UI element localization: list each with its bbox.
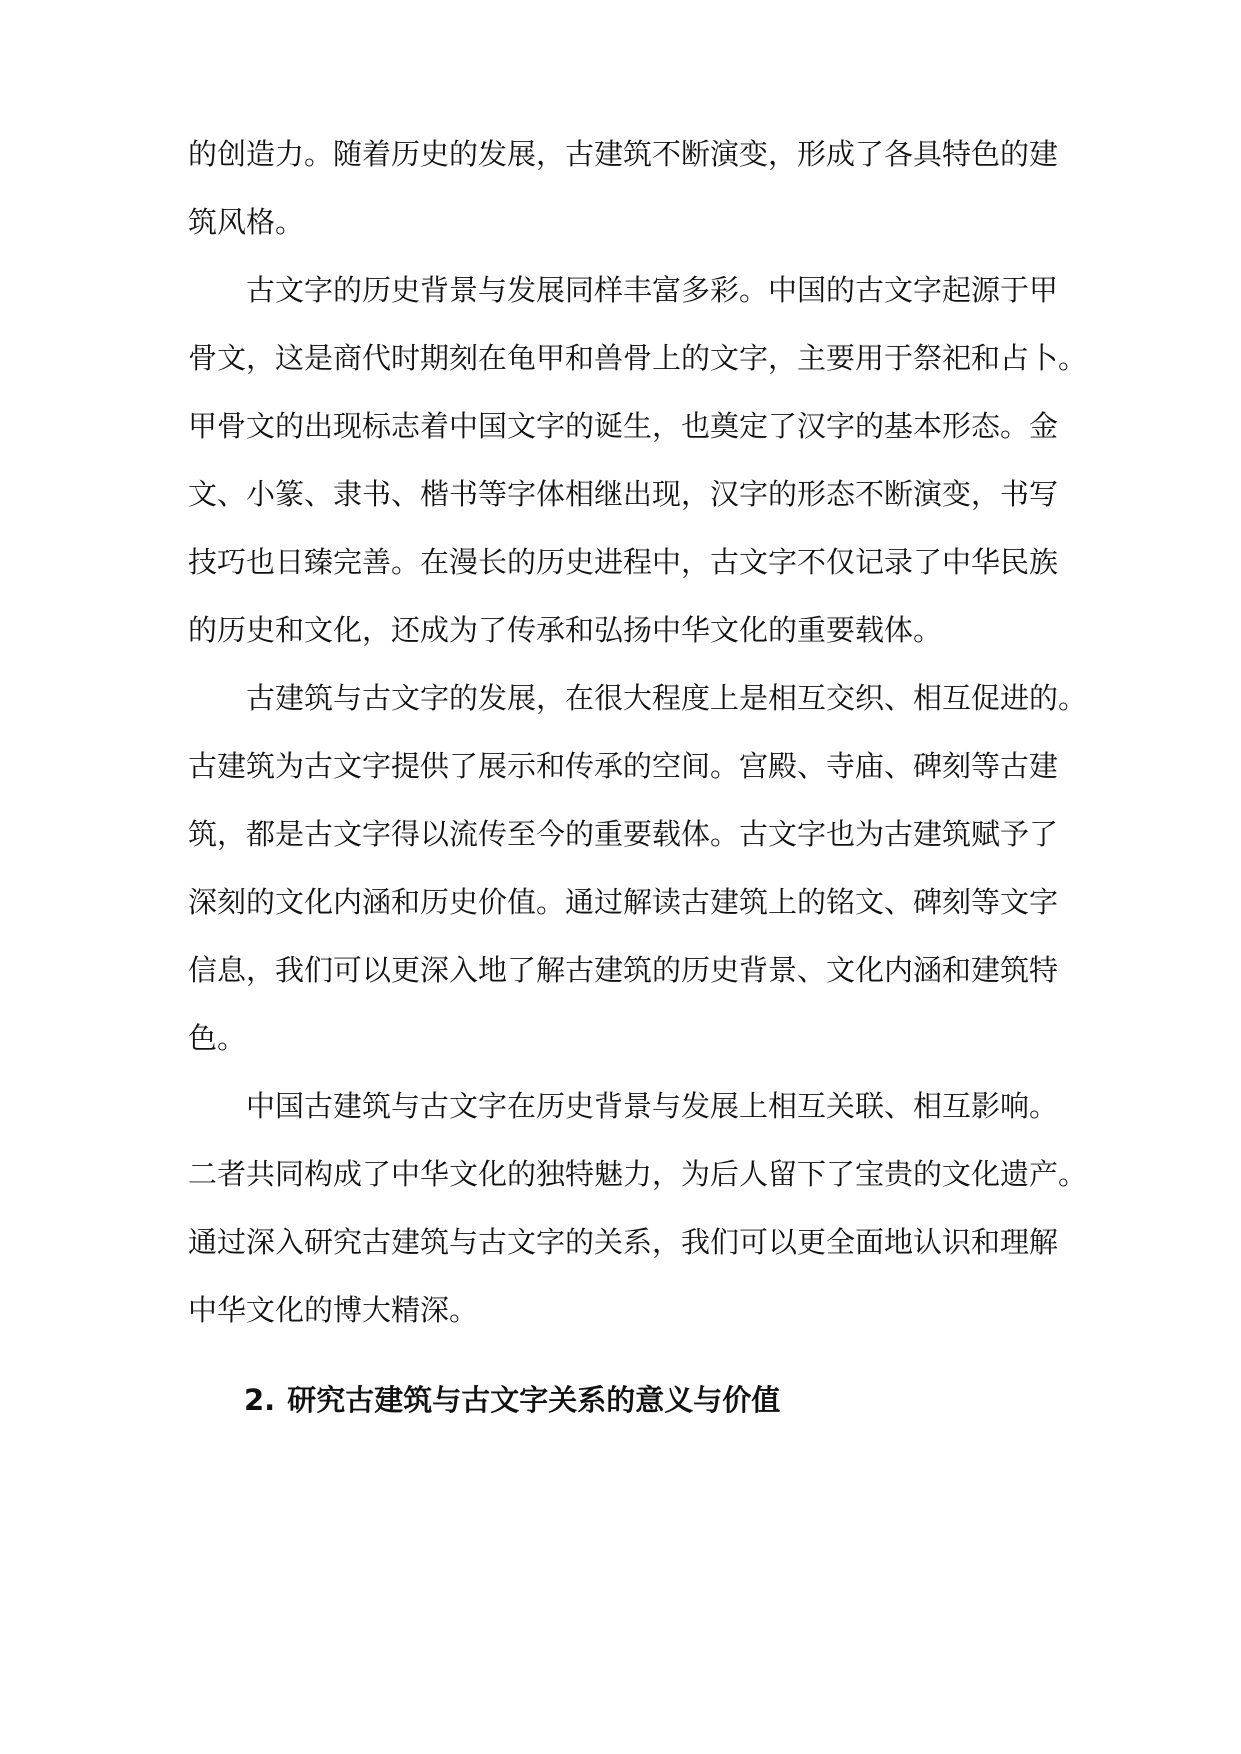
text-line: 筑，都是古文字得以流传至今的重要载体。古文字也为古建筑赋予了	[188, 817, 1059, 851]
text-line: 深刻的文化内涵和历史价值。通过解读古建筑上的铭文、碑刻等文字	[188, 885, 1059, 919]
text-line: 的历史和文化，还成为了传承和弘扬中华文化的重要载体。	[188, 613, 943, 647]
text-line: 古文字的历史背景与发展同样丰富多彩。中国的古文字起源于甲	[246, 273, 1059, 307]
text-line: 中华文化的博大精深。	[188, 1293, 479, 1327]
section-title: 研究古建筑与古文字关系的意义与价值	[287, 1383, 781, 1417]
text-line: 古建筑为古文字提供了展示和传承的空间。宫殿、寺庙、碑刻等古建	[188, 749, 1059, 783]
text-line: 技巧也日臻完善。在漫长的历史进程中，古文字不仅记录了中华民族	[188, 545, 1059, 579]
text-line: 筑风格。	[188, 205, 305, 239]
text-line: 中国古建筑与古文字在历史背景与发展上相互关联、相互影响。	[246, 1089, 1059, 1123]
text-line: 古建筑与古文字的发展，在很大程度上是相互交织、相互促进的。	[246, 681, 1088, 715]
text-line: 色。	[188, 1021, 247, 1055]
section-number: 2.	[244, 1383, 276, 1417]
text-line: 文、小篆、隶书、楷书等字体相继出现，汉字的形态不断演变，书写	[188, 477, 1059, 511]
text-line: 的创造力。随着历史的发展，古建筑不断演变，形成了各具特色的建	[188, 137, 1059, 171]
text-line: 骨文，这是商代时期刻在龟甲和兽骨上的文字，主要用于祭祀和占卜。	[188, 341, 1088, 375]
text-line: 通过深入研究古建筑与古文字的关系，我们可以更全面地认识和理解	[188, 1225, 1059, 1259]
text-line: 信息，我们可以更深入地了解古建筑的历史背景、文化内涵和建筑特	[188, 953, 1059, 987]
text-line: 甲骨文的出现标志着中国文字的诞生，也奠定了汉字的基本形态。金	[188, 409, 1059, 443]
text-line: 二者共同构成了中华文化的独特魅力，为后人留下了宝贵的文化遗产。	[188, 1157, 1088, 1191]
section-heading	[244, 1380, 780, 1420]
